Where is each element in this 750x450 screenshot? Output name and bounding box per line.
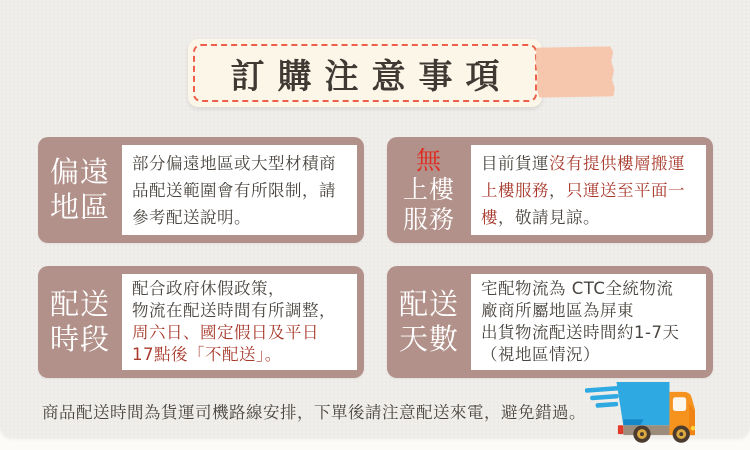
notice-grid [38, 137, 713, 378]
washi-tape-icon [535, 44, 615, 99]
notice-box-text-delivery-time: 配合政府休假政策， 物流在配送時間有所調整， 周六日、國定假日及平日 17點後「不配送」。 [122, 274, 357, 370]
footer-note: 商品配送時間為貨運司機路線安排，下單後請注意配送來電，避免錯過。 [42, 403, 586, 422]
notice-box-remote-area [38, 137, 364, 243]
speed-lines [585, 386, 621, 409]
title-dashed-border [193, 44, 537, 102]
notice-box-text-no-upstairs-service: 目前貨運沒有提供樓層搬運 上樓服務，只運送至平面一 樓，敬請見諒。 [471, 145, 706, 235]
notice-box-heading-delivery-days: 配送 天數 [398, 286, 459, 356]
page-title: 訂購注意事項 [230, 56, 513, 97]
notice-box-text-remote-area: 部分偏遠地區或大型材積商 品配送範圍會有所限制，請 參考配送說明。 [122, 145, 357, 235]
notice-box-text-delivery-days: 宅配物流為 CTC全統物流 廠商所屬地區為屏東 出貨物流配送時間約1-7天 （視地區情況） [471, 274, 706, 370]
title-banner [188, 39, 542, 107]
wheel-left [633, 425, 650, 442]
notice-box-heading-delivery-time: 配送 時段 [49, 286, 110, 356]
notice-box-heading-remote-area: 偏遠 地區 [49, 154, 110, 224]
notice-box-delivery-time [38, 266, 364, 378]
delivery-truck-icon [585, 380, 695, 443]
notice-box-no-upstairs-service [387, 137, 713, 243]
notice-box-delivery-days [387, 266, 713, 378]
notice-box-heading-no-upstairs-service: 無 上樓 服務 [402, 145, 455, 234]
wheel-right [673, 425, 690, 442]
